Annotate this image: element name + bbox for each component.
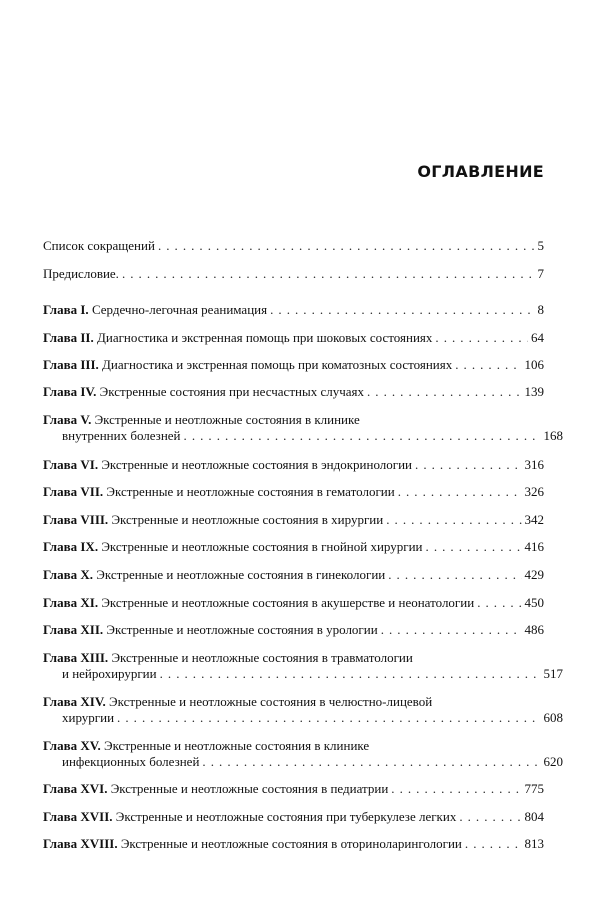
toc-entry-chapter-12[interactable] [43, 622, 544, 638]
chapter-label: Глава II. [43, 330, 94, 345]
leader-dots [386, 512, 521, 528]
toc-entry-chapter-18[interactable] [43, 836, 544, 852]
entry-title: Диагностика и экстренная помощь при коматозных состояниях [102, 357, 453, 372]
toc-entry-chapter-2[interactable] [43, 330, 544, 346]
entry-page: 804 [524, 809, 544, 824]
entry-title: Сердечно-легочная реанимация [91, 302, 268, 317]
entry-page: 620 [543, 754, 563, 769]
chapter-label: Глава X. [43, 567, 94, 582]
entry-page: 326 [524, 484, 544, 499]
leader-dots [465, 836, 522, 852]
leader-dots [477, 595, 521, 611]
chapter-label: Глава XI. [43, 595, 99, 610]
leader-dots [398, 484, 522, 500]
entry-title-line1: Экстренные и неотложные состояния в клинике [94, 412, 360, 427]
entry-title: Экстренные и неотложные состояния при туберкулезе легких [115, 809, 457, 824]
entry-title: Экстренные и неотложные состояния в гинекологии [96, 567, 386, 582]
leader-dots [455, 357, 521, 373]
toc-entry-chapter-4[interactable] [43, 384, 544, 400]
leader-dots [391, 781, 521, 797]
chapter-label: Глава III. [43, 357, 99, 372]
entry-title: Предисловие. [43, 266, 119, 281]
entry-title: Экстренные и неотложные состояния в гнойной хирургии [101, 539, 423, 554]
entry-title: Экстренные и неотложные состояния в гематологии [106, 484, 395, 499]
entry-page: 813 [524, 836, 544, 851]
toc-entry-preface[interactable] [43, 266, 544, 282]
entry-title: Экстренные состояния при несчастных случаях [99, 384, 364, 399]
leader-dots [388, 567, 521, 583]
chapter-label: Глава IV. [43, 384, 97, 399]
entry-page: 139 [524, 384, 544, 399]
toc-entry-abbreviations[interactable] [43, 238, 544, 254]
chapter-label: Глава VII. [43, 484, 104, 499]
leader-dots [184, 428, 541, 444]
leader-dots [435, 330, 528, 346]
entry-page: 7 [537, 266, 544, 281]
entry-title-line1: Экстренные и неотложные состояния в травматологии [111, 650, 413, 665]
leader-dots [202, 754, 540, 770]
leader-dots [459, 809, 521, 825]
entry-title: Экстренные и неотложные состояния в эндокринологии [101, 457, 413, 472]
leader-dots [117, 710, 540, 726]
entry-title: Экстренные и неотложные состояния в урологии [106, 622, 378, 637]
entry-page: 64 [531, 330, 544, 345]
entry-page: 517 [543, 666, 563, 681]
chapter-label: Глава XIV. [43, 694, 106, 709]
entry-title: инфекционных болезней [62, 754, 200, 769]
entry-title: Экстренные и неотложные состояния в оториноларингологии [120, 836, 462, 851]
toc-entry-chapter-5[interactable] [43, 412, 563, 444]
entry-title: хирургии [62, 710, 115, 725]
entry-page: 608 [543, 710, 563, 725]
entry-title: внутренних болезней [62, 428, 181, 443]
toc-entry-chapter-13[interactable] [43, 650, 563, 682]
leader-dots [381, 622, 522, 638]
leader-dots [122, 266, 535, 282]
leader-dots [158, 238, 535, 254]
leader-dots [160, 666, 541, 682]
entry-page: 429 [524, 567, 544, 582]
chapter-label: Глава XVII. [43, 809, 113, 824]
entry-title: Экстренные и неотложные состояния в педиатрии [110, 781, 389, 796]
entry-page: 342 [524, 512, 544, 527]
toc-entry-chapter-8[interactable] [43, 512, 544, 528]
leader-dots [270, 302, 534, 318]
entry-page: 168 [543, 428, 563, 443]
leader-dots [367, 384, 522, 400]
toc-entry-chapter-11[interactable] [43, 595, 544, 611]
entry-page: 106 [524, 357, 544, 372]
entry-page: 316 [524, 457, 544, 472]
leader-dots [426, 539, 522, 555]
chapter-label: Глава XIII. [43, 650, 109, 665]
chapter-label: Глава XVI. [43, 781, 108, 796]
entry-title: Список сокращений [43, 238, 155, 253]
entry-title: и нейрохирургии [62, 666, 157, 681]
toc-entry-chapter-7[interactable] [43, 484, 544, 500]
entry-title-line1: Экстренные и неотложные состояния в челюстно-лицевой [109, 694, 433, 709]
entry-page: 486 [524, 622, 544, 637]
toc-entry-chapter-17[interactable] [43, 809, 544, 825]
toc-entry-chapter-10[interactable] [43, 567, 544, 583]
entry-page: 5 [537, 238, 544, 253]
toc-entry-chapter-3[interactable] [43, 357, 544, 373]
entry-page: 450 [524, 595, 544, 610]
toc-entry-chapter-16[interactable] [43, 781, 544, 797]
toc-entry-chapter-14[interactable] [43, 694, 563, 726]
chapter-label: Глава XVIII. [43, 836, 118, 851]
chapter-label: Глава V. [43, 412, 92, 427]
entry-page: 416 [524, 539, 544, 554]
chapter-label: Глава VI. [43, 457, 99, 472]
toc-entry-chapter-1[interactable] [43, 302, 544, 318]
toc-entry-chapter-6[interactable] [43, 457, 544, 473]
toc-entry-chapter-15[interactable] [43, 738, 563, 770]
entry-title-line1: Экстренные и неотложные состояния в клинике [103, 738, 370, 753]
entry-page: 8 [537, 302, 544, 317]
page-title: ОГЛАВЛЕНИЕ [417, 162, 544, 181]
entry-title: Диагностика и экстренная помощь при шоковых состояниях [97, 330, 433, 345]
entry-page: 775 [524, 781, 544, 796]
toc-entry-chapter-9[interactable] [43, 539, 544, 555]
chapter-label: Глава IX. [43, 539, 99, 554]
chapter-label: Глава VIII. [43, 512, 109, 527]
chapter-label: Глава XII. [43, 622, 104, 637]
entry-title: Экстренные и неотложные состояния в акушерстве и неонатологии [101, 595, 475, 610]
entry-title: Экстренные и неотложные состояния в хирургии [111, 512, 384, 527]
leader-dots [415, 457, 521, 473]
chapter-label: Глава I. [43, 302, 89, 317]
chapter-label: Глава XV. [43, 738, 101, 753]
